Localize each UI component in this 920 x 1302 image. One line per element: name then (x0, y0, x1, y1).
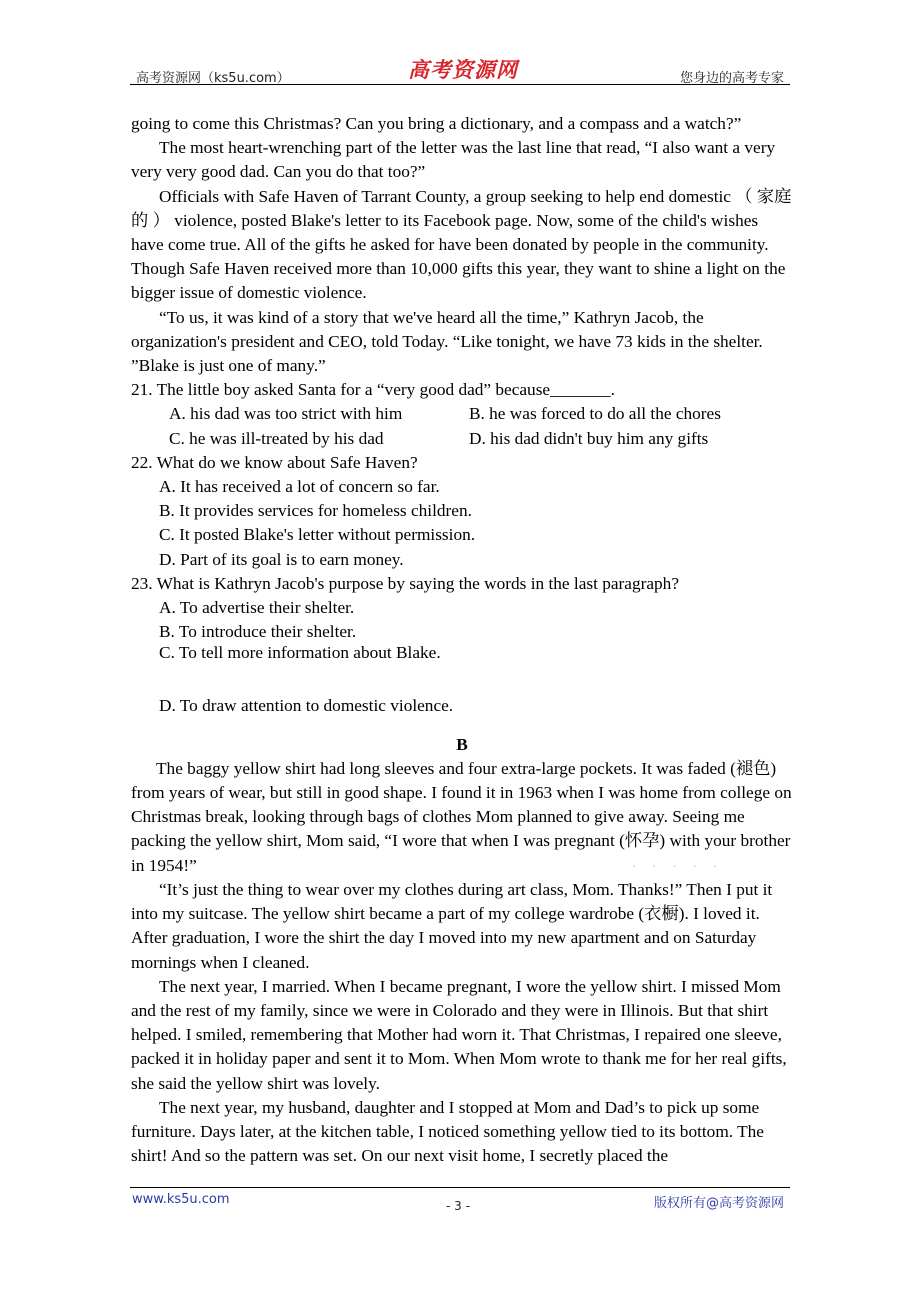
question-23-option-b: B. To introduce their shelter. (159, 622, 357, 642)
question-22-option-a: A. It has received a lot of concern so far. (159, 477, 440, 497)
question-21-option-b: B. he was forced to do all the chores (469, 404, 721, 424)
passage-b-paragraph-4: The next year, my husband, daughter and I stopped at Mom and Dad’s to pick up some furniture. Days later, at the kitchen table, I noticed something yellow tied to its bottom. The shirt! And so the pattern was set. On our next visit home, I secretly placed the (131, 1097, 764, 1166)
question-22 (131, 451, 793, 572)
question-22-option-d: D. Part of its goal is to earn money. (159, 549, 404, 569)
question-21-options-row-1 (131, 402, 793, 426)
passage-a-paragraph-1: going to come this Christmas? Can you bring a dictionary, and a compass and a watch?” (131, 114, 742, 133)
header-divider (130, 84, 790, 85)
question-22-stem: 22. What do we know about Safe Haven? (131, 452, 418, 472)
question-23 (131, 572, 793, 719)
passage-a-paragraph-4: “To us, it was kind of a story that we've heard all the time,” Kathryn Jacob, the organization's president and CEO, told Today. “Like tonight, we have 73 kids in the shelter. ”Blake is just one of many.” (131, 307, 763, 376)
spacer (131, 719, 793, 733)
header-logo: 高考资源网 (408, 57, 518, 82)
question-22-option-c: C. It posted Blake's letter without permission. (159, 525, 476, 545)
footer-divider (130, 1187, 790, 1188)
question-23-stem: 23. What is Kathryn Jacob's purpose by saying the words in the last paragraph? (131, 573, 679, 593)
question-21-stem: 21. The little boy asked Santa for a “very good dad” because_______. (131, 380, 615, 400)
question-21-option-c: C. he was ill-treated by his dad (169, 428, 384, 448)
question-22-option-b: B. It provides services for homeless children. (159, 501, 472, 521)
question-23-option-a: A. To advertise their shelter. (159, 598, 355, 618)
header-slogan: 您身边的高考专家 (679, 71, 784, 86)
faint-watermark: · · · · · (632, 860, 724, 875)
passage-b-paragraph-1: The baggy yellow shirt had long sleeves and four extra-large pockets. It was faded (褪色) from years of wear, but still in good shape. I found it in 1963 when I was home from college on Christmas break, looking through bags of clothes Mom planned to give away. Seeing me packing the yellow shirt, Mom said, “I wore that when I was pregnant (怀孕) with your brother in 1954!” (131, 758, 792, 875)
question-23-option-d: D. To draw attention to domestic violence. (159, 696, 454, 716)
passage-a-paragraph-3: Officials with Safe Haven of Tarrant County, a group seeking to help end domestic （ 家庭的 ） violence, posted Blake's letter to its Facebook page. Now, some of the child's wishes have come true. All of the gifts he asked for have been donated by people in the community. Though Safe Haven received more than 10,000 gifts this year, they want to shine a light on the bigger issue of domestic violence. (131, 186, 792, 303)
header-site-name: 高考资源网（ks5u.com） (136, 71, 290, 86)
question-23-option-c: C. To tell more information about Blake. (159, 643, 441, 663)
question-21-option-d: D. his dad didn't buy him any gifts (469, 428, 709, 448)
passage-a-paragraph-2: The most heart-wrenching part of the letter was the last line that read, “I also want a very very very good dad. Can you do that too?” (131, 138, 776, 182)
question-21-options-row-2 (131, 427, 793, 451)
question-21-option-a: A. his dad was too strict with him (169, 404, 403, 424)
passage-b-paragraph-2: “It’s just the thing to wear over my clothes during art class, Mom. Thanks!” Then I put it into my suitcase. The yellow shirt became a part of my college wardrobe (衣橱). I loved it. After graduation, I wore the shirt the day I moved into my new apartment and on Saturday mornings when I cleaned. (131, 879, 773, 972)
passage-b-paragraph-3: The next year, I married. When I became pregnant, I wore the yellow shirt. I missed Mom and the rest of my family, since we were in Colorado and they were in Illinois. But that shirt helped. I smiled, remembering that Mother had worn it. That Christmas, I repaired one sleeve, packed it in holiday paper and sent it to Mom. When Mom wrote to thank me for her real gifts, she said the yellow shirt was lovely. (131, 976, 787, 1093)
question-21 (131, 378, 793, 451)
footer-site-link[interactable]: www.ks5u.com (132, 1192, 230, 1207)
passage-b-title: B (456, 734, 468, 754)
document-body (131, 112, 793, 1168)
spacer (131, 662, 793, 694)
footer-copyright: 版权所有@高考资源网 (653, 1196, 784, 1211)
page-number: - 3 - (446, 1199, 470, 1213)
